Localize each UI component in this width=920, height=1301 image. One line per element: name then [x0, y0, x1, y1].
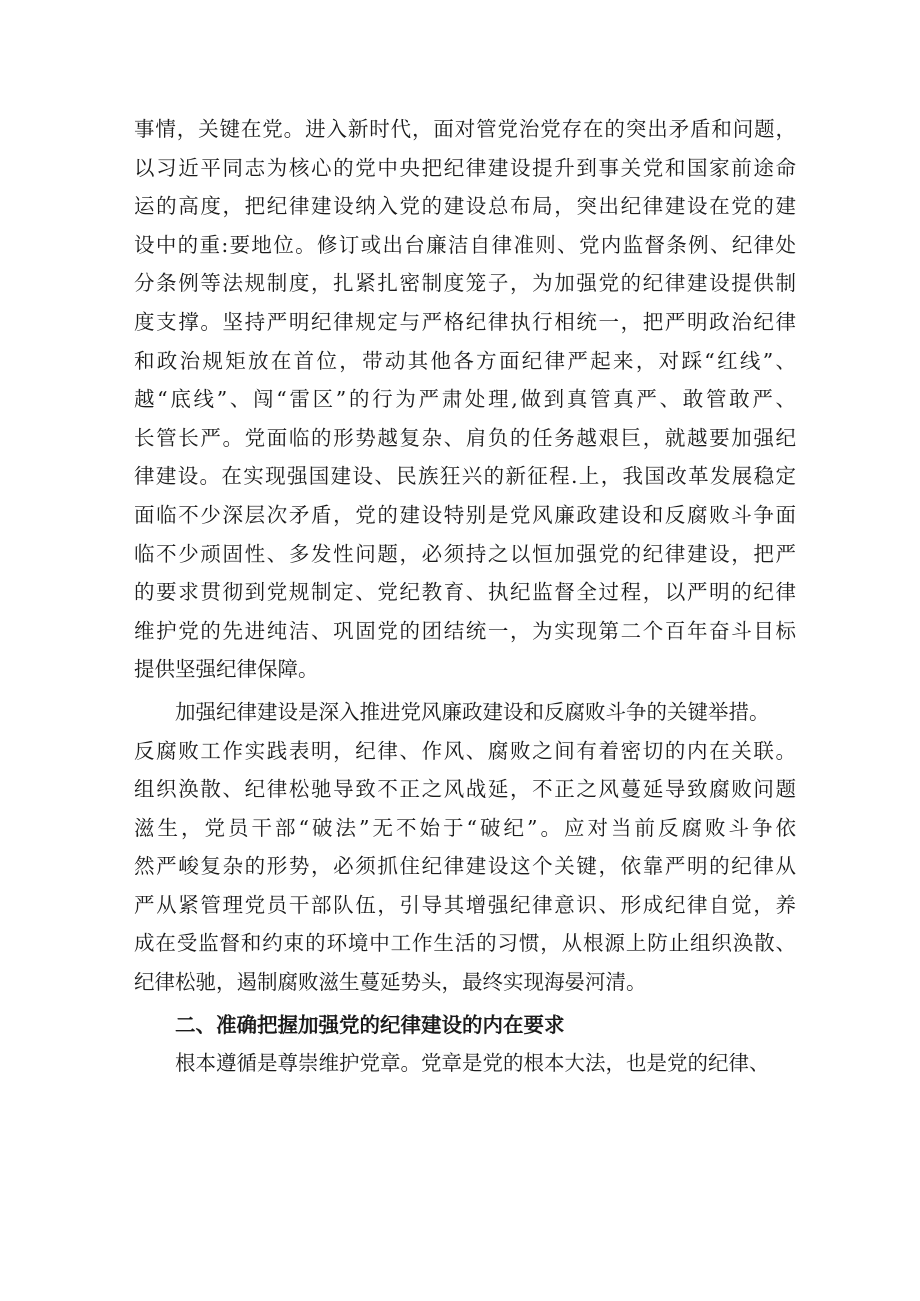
text-line: 根本遵循是尊崇维护党章。党章是党的根本大法，也是党的纪律、 [175, 1051, 770, 1076]
text-line: 设中的重:要地位。修订或出台廉洁自律准则、党内监督条例、纪律处 [134, 232, 796, 257]
paragraph-3 [134, 1044, 796, 1083]
text-line: 面临不少深层次矛盾，党的建设特别是党风廉政建设和反腐败斗争面 [134, 502, 796, 527]
text-line: 的要求贯彻到党规制定、党纪教育、执纪监督全过程，以严明的纪律 [134, 580, 796, 605]
text-line: 越“底线”、闯“雷区”的行为严肃处理,做到真管真严、敢管敢严、 [134, 387, 796, 412]
text-line: 度支撑。坚持严明纪律规定与严格纪律执行相统一，把严明政治纪律 [134, 309, 796, 334]
text-line: 律建设。在实现强国建设、民族狂兴的新征程.上，我国改革发展稳定 [134, 464, 796, 489]
paragraph-1 [134, 110, 796, 689]
text-line: 纪律松驰，遏制腐败滋生蔓延势头，最终实现海晏河清。 [134, 970, 647, 995]
text-line: 组织涣散、纪律松驰导致不正之风战延，不正之风蔓延导致腐败问题 [134, 777, 796, 802]
section-heading: 二、准确把握加强党的纪律建设的内在要求 [175, 1012, 565, 1037]
text-line: 严从紧管理党员干部队伍，引导其增强纪律意识、形成纪律自觉，养 [134, 892, 796, 917]
text-line: 加强纪律建设是深入推进党风廉政建设和反腐败斗争的关键举措。 [175, 699, 770, 724]
text-line: 临不少顽固性、多发性问题，必须持之以恒加强党的纪律建设，把严 [134, 541, 796, 566]
text-line: 事情，关键在党。进入新时代，面对管党治党存在的突出矛盾和问题， [134, 117, 796, 141]
text-line: 运的高度，把纪律建设纳入党的建设总布局，突出纪律建设在党的建 [134, 194, 796, 219]
text-line: 维护党的先进纯洁、巩固党的团结统一，为实现第二个百年奋斗目标 [134, 618, 796, 643]
text-line: 分条例等法规制度，扎紧扎密制度笼子，为加强党的纪律建设提供制 [134, 271, 796, 296]
text-line: 以习近平同志为核心的党中央把纪律建设提升到事关党和国家前途命 [134, 155, 796, 180]
text-line: 提供坚强纪律保障。 [134, 657, 319, 682]
text-line: 然严峻复杂的形势，必须抓住纪律建设这个关键，依靠严明的纪律从 [134, 854, 796, 879]
document-body [134, 110, 796, 1083]
paragraph-2 [134, 693, 796, 1002]
text-line: 和政治规矩放在首位，带动其他各方面纪律严起来，对踩“红线”、 [134, 348, 796, 373]
text-line: 成在受监督和约束的环境中工作生活的习惯，从根源上防止组织涣散、 [134, 931, 796, 956]
text-line: 反腐败工作实践表明，纪律、作风、腐败之间有着密切的内在关联。 [134, 738, 796, 763]
text-line: 滋生，党员干部“破法”无不始于“破纪”。应对当前反腐败斗争依 [134, 815, 796, 840]
text-line: 长管长严。党面临的形势越复杂、肩负的任务越艰巨，就越要加强纪 [134, 425, 796, 450]
